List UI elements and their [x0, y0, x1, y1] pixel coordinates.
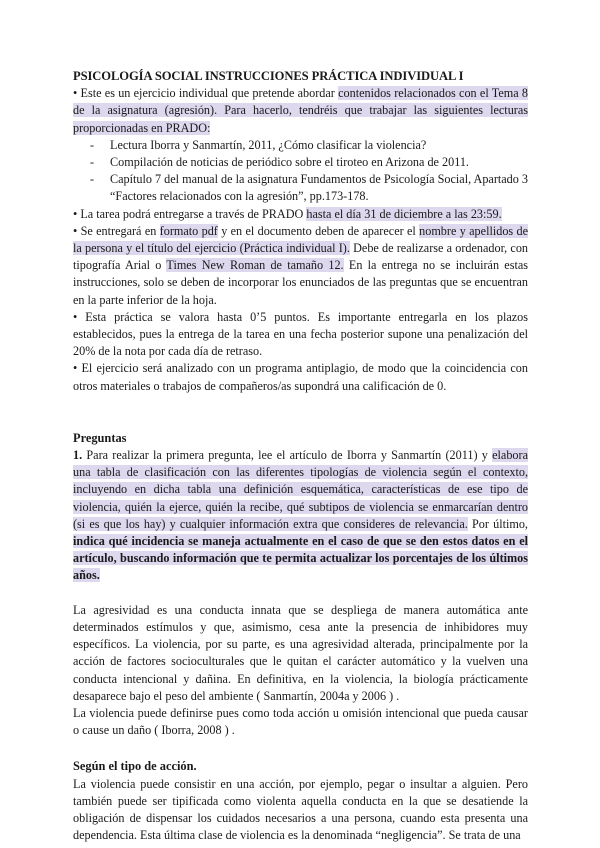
- question-1-bold-highlight: indica qué incidencia se maneja actualmente en el caso de que se den estos datos en el artículo, buscando información que te permita actualizar los porcentajes de los últimos años.: [73, 534, 528, 583]
- answer-paragraph-3: La violencia puede consistir en una acción, por ejemplo, pegar o insultar a alguien. Pero también puede ser tipificada como violenta aquella conducta en la que se desatiende la obligación de dispensar los cuidados necesarios a una persona, cuando esta presenta una dependencia. Esta última clase de violencia es la denominada “negligencia”. Se trata de una: [73, 776, 528, 843]
- intro-bullet-3-text-end: En la entrega no se incluirán estas instrucciones, solo se deben de incorporar los enunciados de las preguntas que se encuentran en la parte inferior de la hoja.: [73, 258, 528, 307]
- reading-item: - Compilación de noticias de periódico sobre el tiroteo en Arizona de 2011.: [90, 154, 528, 171]
- question-1-text-mid: Por último,: [467, 516, 528, 531]
- spacer: [73, 739, 528, 758]
- intro-bullet-1: [73, 85, 528, 137]
- question-1: [73, 447, 528, 585]
- reading-item: - Capítulo 7 del manual de la asignatura Fundamentos de Psicología Social, Apartado 3 “Factores relacionados con la agresión”, pp.173-178.: [90, 171, 528, 205]
- intro-bullet-3-highlight-name: nombre y apellidos de la persona y el título del ejercicio (Práctica individual I).: [73, 223, 528, 256]
- intro-bullet-2-text: • La tarea podrá entregarse a través de PRADO: [73, 206, 307, 221]
- questions-heading: Preguntas: [73, 430, 127, 445]
- intro-bullet-1-text: • Este es un ejercicio individual que pretende abordar: [73, 86, 339, 101]
- question-1-highlight: elabora una tabla de clasificación con las diferentes tipologías de violencia según el contexto, incluyendo en dicha tabla una definición esquemática, características de ese tipo de violencia, quién la ejerce, quién la recibe, qué subtipos de violencia se enmarcarían dentro (si es que los hay) y cualquier información extra que consideres de relevancia.: [73, 448, 528, 531]
- question-1-number: 1.: [73, 448, 83, 463]
- intro-bullet-3-text: • Se entregará en: [73, 223, 160, 238]
- spacer: [73, 395, 528, 430]
- intro-bullet-4: • Esta práctica se valora hasta 0’5 puntos. Es importante entregarla en los plazos establecidos, pues la entrega de la tarea en una fecha posterior supone una penalización del 20% de la nota por cada día de retraso.: [73, 309, 528, 359]
- intro-bullet-3-text-post: Debe de realizarse a ordenador, con tipografía Arial o: [73, 241, 529, 273]
- intro-bullet-1-highlight: contenidos relacionados con el Tema 8 de la asignatura (agresión). Para hacerlo, tendréis que trabajar las siguientes lecturas proporcionadas en PRADO:: [73, 86, 528, 135]
- document-page: [73, 68, 528, 844]
- intro-bullet-2-highlight: hasta el día 31 de diciembre a las 23:59.: [306, 206, 502, 221]
- question-1-text: Para realizar la primera pregunta, lee el artículo de Iborra y Sanmartín (2011) y: [82, 448, 493, 463]
- reading-item: - Lectura Iborra y Sanmartín, 2011, ¿Cómo clasificar la violencia?: [90, 137, 528, 154]
- intro-bullet-5: • El ejercicio será analizado con un programa antiplagio, de modo que la coincidencia con otros materiales o trabajos de compañeros/as supondrá una calificación de 0.: [73, 361, 528, 393]
- intro-bullet-3-highlight-format: formato pdf: [159, 223, 218, 238]
- intro-bullet-3-highlight-font: Times New Roman de tamaño 12.: [166, 258, 344, 273]
- readings-list: [73, 137, 528, 206]
- page-title: PSICOLOGÍA SOCIAL INSTRUCCIONES PRÁCTICA INDIVIDUAL I: [73, 69, 464, 83]
- intro-bullet-3-text-mid: y en el documento deben de aparecer el: [217, 223, 420, 238]
- intro-bullet-2: [73, 206, 528, 223]
- spacer: [73, 585, 528, 602]
- answer-paragraph-2: La violencia puede definirse pues como toda acción u omisión intencional que pueda causar o cause un daño ( Iborra, 2008 ) .: [73, 705, 528, 738]
- answer-paragraph-1: La agresividad es una conducta innata que se despliega de manera automática ante determinados estímulos y que, asimismo, cesa ante la presencia de inhibidores muy específicos. La violencia, por su parte, es una agresividad alterada, principalmente por la acción de factores socioculturales que le quitan el carácter automático y la vuelven una conducta intencional y dañina. En definitiva, en la violencia, la biología prácticamente desaparece bajo el peso del ambiente ( Sanmartín, 2004a y 2006 ) .: [73, 602, 528, 703]
- section-subheading: Según el tipo de acción.: [73, 759, 197, 774]
- intro-bullet-3: [73, 223, 528, 309]
